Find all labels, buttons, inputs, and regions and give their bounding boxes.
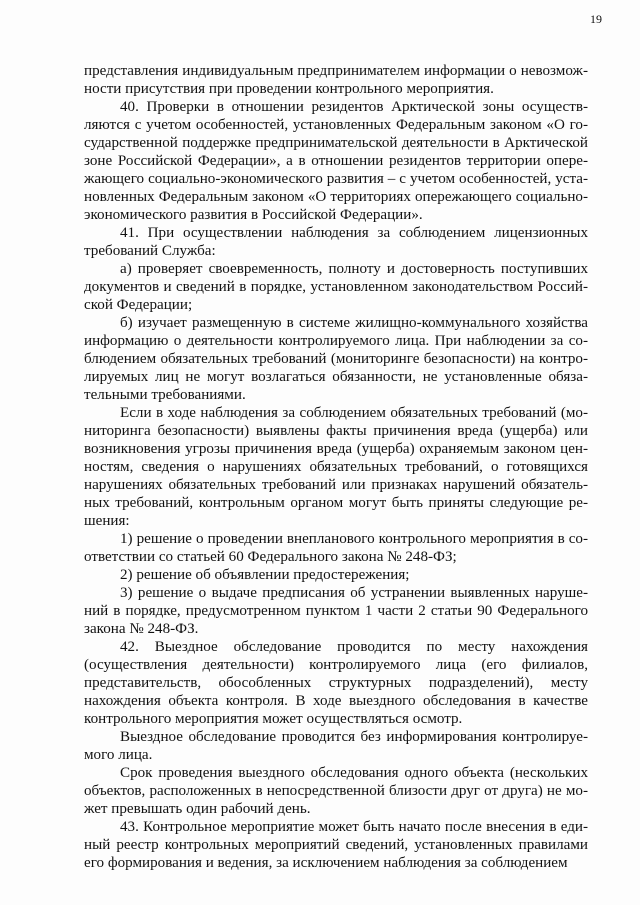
paragraph-decision-2: 2) решение об объявлении предостережения;	[120, 567, 410, 583]
paragraph-42-duration: Срок проведения выездного обследования одного объекта (нескольких объектов, расположенных в непосредственной близости друг от друга) не может превышать один рабочий день.	[84, 765, 588, 817]
paragraph-41-violations: Если в ходе наблюдения за соблюдением обязательных требований (мониторинга безопасности) выявлены факты причинения вреда (ущерба) или возникновения угрозы причинения вреда (ущерба) охраняемым законом ценностям, сведения о нарушениях обязательных требований, о готовящихся нарушениях обязательных требований или признаках нарушений обязательных требований, контрольным органом могут быть приняты следующие решения:	[84, 405, 588, 529]
paragraph-41-b: б) изучает размещенную в системе жилищно-коммунального хозяйства информацию о деятельности контролируемого лица. При наблюдении за соблюдением обязательных требований (мониторинге безопасности) на контролируемых лиц не могут возлагаться обязанности, не установленные обязательными требованиями.	[84, 315, 588, 403]
paragraph-41-a: а) проверяет своевременность, полноту и достоверность поступивших документов и сведений в порядке, установленном законодательством Российской Федерации;	[84, 261, 588, 313]
paragraph-42: 42. Выездное обследование проводится по месту нахождения (осуществления деятельности) контролируемого лица (его филиалов, представительств, обособленных структурных подразделений), месту нахождения объекта контроля. В ходе выездного обследования в качестве контрольного мероприятия может осуществляться осмотр.	[84, 639, 588, 727]
paragraph-42-no-notice: Выездное обследование проводится без информирования контролируемого лица.	[84, 729, 588, 763]
paragraph-decision-3: 3) решение о выдаче предписания об устранении выявленных нарушений в порядке, предусмотренном пунктом 1 части 2 статьи 90 Федерального закона № 248-ФЗ.	[84, 585, 588, 637]
paragraph-continuation: представления индивидуальным предпринимателем информации о невозможности присутствия при проведении контрольного мероприятия.	[84, 63, 588, 97]
paragraph-41: 41. При осуществлении наблюдения за соблюдением лицензионных требований Служба:	[84, 225, 588, 259]
paragraph-40: 40. Проверки в отношении резидентов Арктической зоны осуществляются с учетом особенностей, установленных Федеральным законом «О государственной поддержке предпринимательской деятельности в Арктической зоне Российской Федерации», а в отношении резидентов территории опережающего социально-экономического развития – с учетом особенностей, установленных Федеральным законом «О территориях опережающего социально-экономического развития в Российской Федерации».	[84, 99, 588, 223]
paragraph-43: 43. Контрольное мероприятие может быть начато после внесения в единый реестр контрольных мероприятий сведений, установленных правилами его формирования и ведения, за исключением наблюдения за соблюдением	[84, 819, 588, 871]
page-number: 19	[590, 12, 602, 26]
paragraph-decision-1: 1) решение о проведении внепланового контрольного мероприятия в соответствии со статьей 60 Федерального закона № 248-ФЗ;	[84, 531, 588, 565]
page-body	[84, 62, 588, 872]
